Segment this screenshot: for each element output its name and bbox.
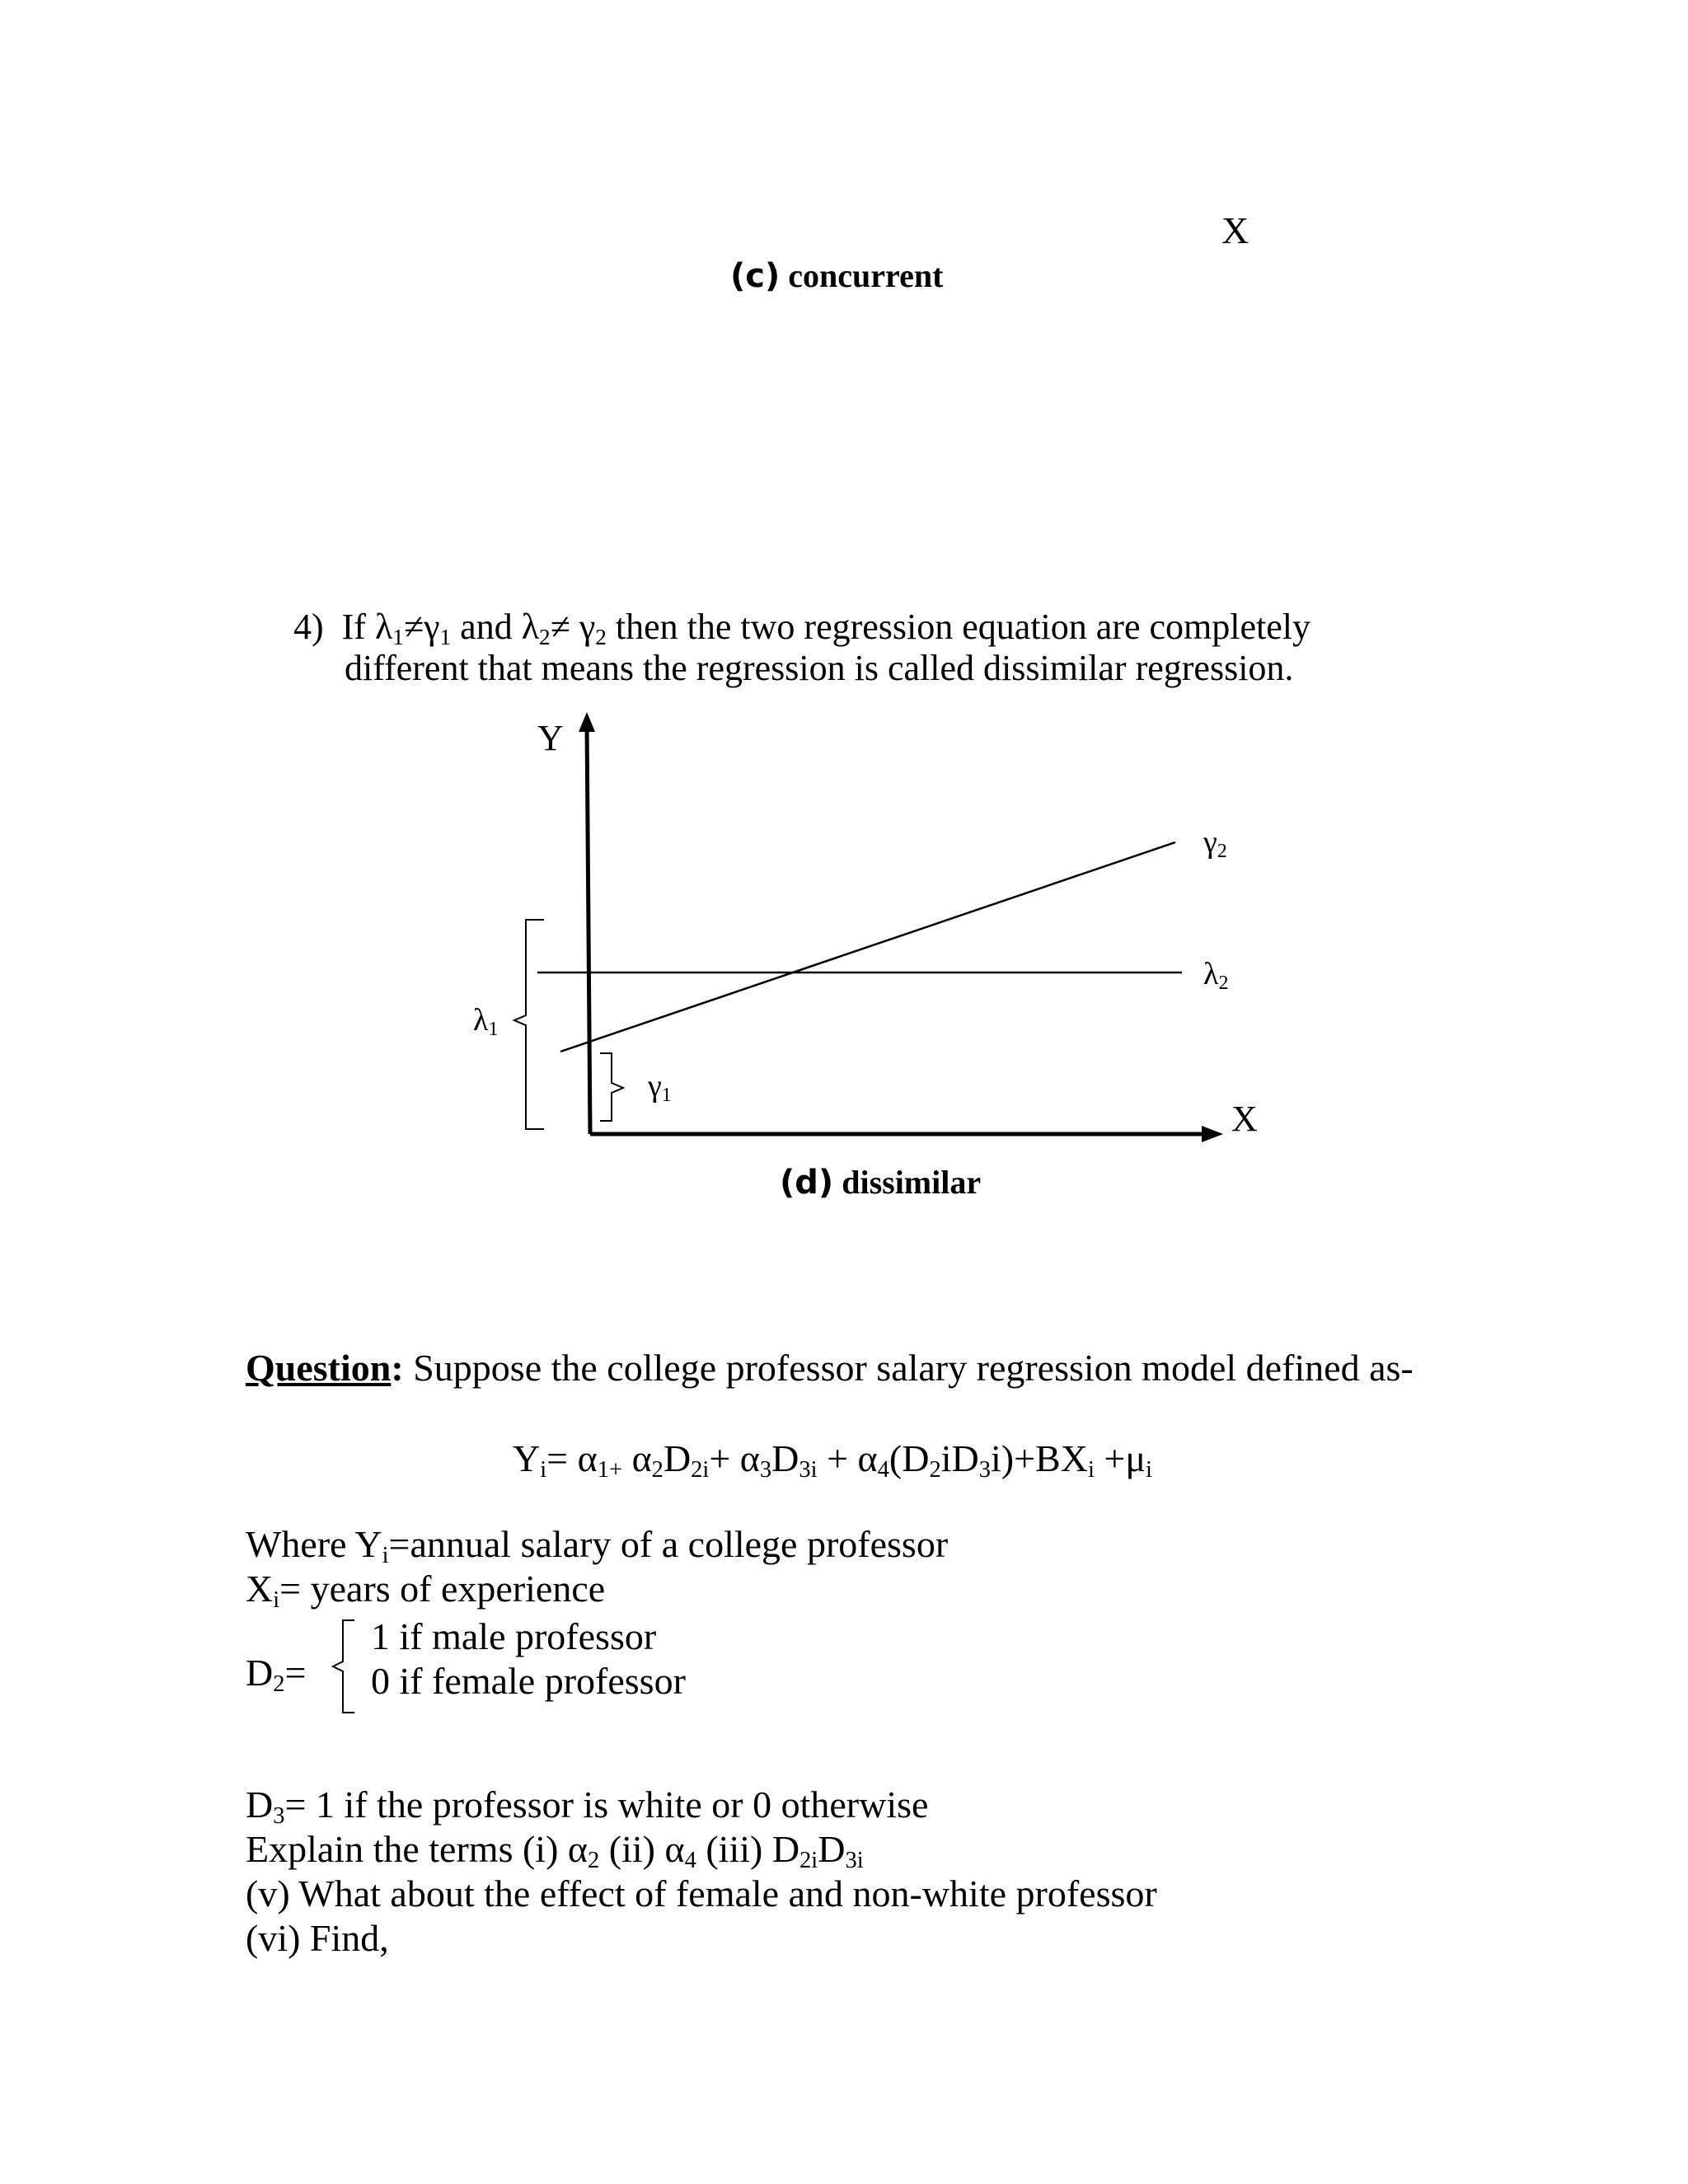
caption-c-word: concurrent	[788, 257, 944, 294]
d2-option-female: 0 if female professor	[371, 1660, 686, 1702]
d2-label: $D_2=$	[246, 1652, 307, 1698]
y-axis	[587, 724, 590, 1134]
d2-option-male: 1 if male professor	[371, 1615, 657, 1657]
x-axis-label: X	[1231, 1099, 1258, 1139]
question-label: Question	[246, 1347, 392, 1389]
d3-line: $D_3= 1$ if the professor is white or 0 otherwise	[246, 1783, 929, 1830]
question-text: Suppose the college professor salary regression model defined as-	[403, 1347, 1414, 1389]
y-axis-arrowhead	[579, 712, 595, 732]
xi-line: $X_i=$ years of experience	[246, 1568, 606, 1614]
regression-equation: $Y_i= \alpha_{1+}$ $\alpha_2D_{2i}+ \alpha_3D_{3i} + \alpha_4(D_2iD_3i)+BX_i +\mu_i$	[513, 1437, 1152, 1483]
gamma1-brace	[600, 1053, 623, 1121]
caption-d	[780, 1164, 981, 1202]
gamma-line	[560, 842, 1175, 1052]
caption-c-letter: (c)	[730, 257, 781, 295]
item4-number: 4)	[293, 607, 324, 647]
gamma1-label: γ1	[648, 1069, 672, 1106]
lambda2-label: λ2	[1203, 957, 1229, 994]
lambda1-brace	[514, 920, 544, 1129]
lambda1-label: λ1	[473, 1003, 499, 1040]
where-yi-line: Where $Y_i=annual$ salary of a college professor	[246, 1523, 949, 1569]
item4-line2: different that means the regression is called dissimilar regression.	[345, 648, 1294, 688]
question-line: Question: Suppose the college professor salary regression model defined as-	[246, 1347, 1414, 1389]
gamma2-label: γ2	[1203, 825, 1227, 862]
question-vi-line: (vi) Find,	[246, 1917, 389, 1959]
explain-terms-line: Explain the terms (i) $\alpha_2$ (ii) $\alpha_4$ (iii) $D_{2i}D_{3i}$	[246, 1828, 864, 1874]
item4-line1: 4) If $\lambda_1\ne\gamma_1$ and $\lambda_2\ne \gamma_2$ then the two regression equation are completely	[293, 607, 1311, 649]
top-axis-label: X	[1221, 209, 1250, 251]
x-axis-arrowhead	[1202, 1126, 1223, 1142]
caption-d-word: dissimilar	[842, 1164, 982, 1201]
question-v-line: (v) What about the effect of female and non-white professor	[246, 1872, 1157, 1915]
caption-d-letter: (d)	[780, 1164, 834, 1202]
d2-brace	[321, 1617, 363, 1716]
y-axis-label: Y	[537, 718, 564, 758]
